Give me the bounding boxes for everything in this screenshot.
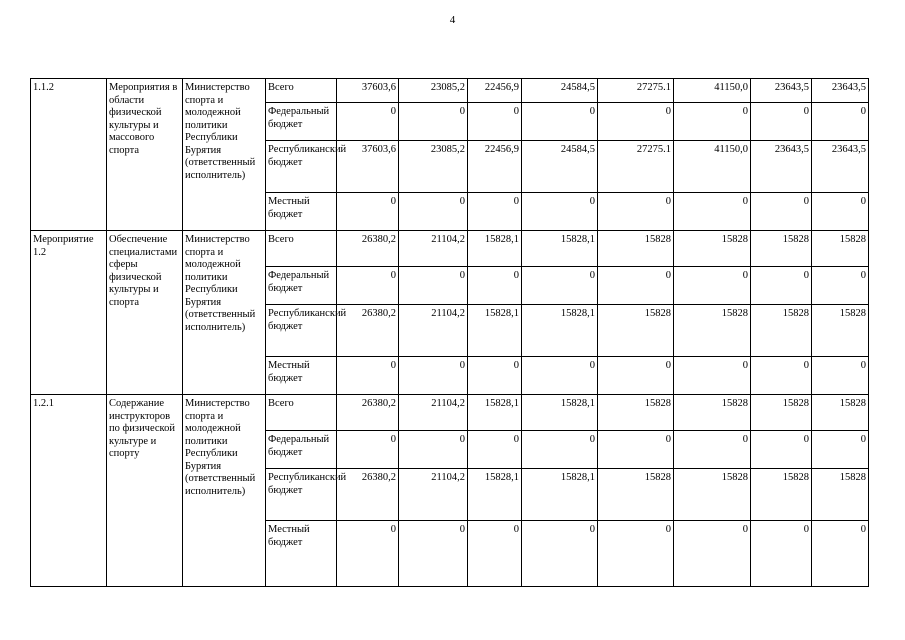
amount-cell: 15828 [598,231,674,267]
amount-cell: 23643,5 [812,141,869,193]
amount-cell: 27275.1 [598,141,674,193]
amount-cell: 23643,5 [812,79,869,103]
funding-source-cell: Республиканский бюджет [266,469,337,521]
amount-cell: 26380,2 [337,231,399,267]
amount-cell: 0 [399,357,468,395]
amount-cell: 0 [751,193,812,231]
amount-cell: 0 [522,267,598,305]
amount-cell: 0 [751,267,812,305]
amount-cell: 15828 [598,395,674,431]
amount-cell: 37603,6 [337,141,399,193]
amount-cell: 15828 [598,469,674,521]
amount-cell: 21104,2 [399,305,468,357]
funding-source-cell: Всего [266,231,337,267]
funding-source-cell: Федеральный бюджет [266,267,337,305]
executor-cell: Министерство спорта и молодежной политики Республики Бурятия (ответственный исполнитель) [183,395,266,587]
amount-cell: 15828 [751,231,812,267]
amount-cell: 0 [812,193,869,231]
amount-cell: 0 [399,521,468,587]
amount-cell: 15828,1 [522,305,598,357]
amount-cell: 0 [598,193,674,231]
amount-cell: 15828,1 [522,469,598,521]
amount-cell: 26380,2 [337,395,399,431]
table-row [31,395,869,431]
amount-cell: 0 [468,431,522,469]
funding-source-cell: Федеральный бюджет [266,103,337,141]
measure-name-cell: Мероприятия в области физической культуры и массового спорта [107,79,183,231]
amount-cell: 0 [522,103,598,141]
table-row [31,231,869,267]
amount-cell: 0 [468,193,522,231]
amount-cell: 15828 [674,395,751,431]
amount-cell: 15828,1 [468,469,522,521]
amount-cell: 0 [812,357,869,395]
amount-cell: 15828 [674,305,751,357]
amount-cell: 0 [522,193,598,231]
amount-cell: 0 [751,103,812,141]
amount-cell: 24584,5 [522,79,598,103]
amount-cell: 22456,9 [468,79,522,103]
amount-cell: 15828 [812,231,869,267]
amount-cell: 0 [598,267,674,305]
amount-cell: 23085,2 [399,141,468,193]
amount-cell: 0 [598,103,674,141]
amount-cell: 27275.1 [598,79,674,103]
amount-cell: 24584,5 [522,141,598,193]
amount-cell: 23643,5 [751,79,812,103]
amount-cell: 21104,2 [399,469,468,521]
amount-cell: 0 [522,521,598,587]
amount-cell: 26380,2 [337,469,399,521]
amount-cell: 0 [812,103,869,141]
amount-cell: 15828 [598,305,674,357]
amount-cell: 0 [751,431,812,469]
amount-cell: 0 [399,431,468,469]
amount-cell: 15828,1 [468,231,522,267]
amount-cell: 21104,2 [399,395,468,431]
amount-cell: 23643,5 [751,141,812,193]
amount-cell: 0 [674,431,751,469]
amount-cell: 0 [674,193,751,231]
amount-cell: 0 [337,103,399,141]
amount-cell: 15828 [812,395,869,431]
amount-cell: 0 [468,521,522,587]
amount-cell: 0 [337,521,399,587]
amount-cell: 15828 [674,469,751,521]
funding-source-cell: Всего [266,395,337,431]
amount-cell: 22456,9 [468,141,522,193]
amount-cell: 0 [468,103,522,141]
funding-source-cell: Федеральный бюджет [266,431,337,469]
amount-cell: 0 [812,521,869,587]
funding-source-cell: Республиканский бюджет [266,141,337,193]
executor-cell: Министерство спорта и молодежной политики Республики Бурятия (ответственный исполнитель) [183,79,266,231]
amount-cell: 37603,6 [337,79,399,103]
amount-cell: 0 [751,357,812,395]
amount-cell: 0 [674,521,751,587]
amount-cell: 0 [337,267,399,305]
amount-cell: 15828,1 [468,395,522,431]
funding-source-cell: Местный бюджет [266,521,337,587]
amount-cell: 0 [598,431,674,469]
measure-name-cell: Обеспечение специалистами сферы физической культуры и спорта [107,231,183,395]
amount-cell: 0 [337,431,399,469]
amount-cell: 0 [522,357,598,395]
funding-source-cell: Местный бюджет [266,357,337,395]
funding-source-cell: Республиканский бюджет [266,305,337,357]
amount-cell: 0 [674,357,751,395]
measure-code-cell: 1.2.1 [31,395,107,587]
amount-cell: 0 [674,267,751,305]
amount-cell: 21104,2 [399,231,468,267]
funding-table [30,78,869,587]
amount-cell: 0 [399,267,468,305]
funding-source-cell: Местный бюджет [266,193,337,231]
executor-cell: Министерство спорта и молодежной политики Республики Бурятия (ответственный исполнитель) [183,231,266,395]
amount-cell: 0 [522,431,598,469]
funding-source-cell: Всего [266,79,337,103]
amount-cell: 15828 [812,469,869,521]
amount-cell: 0 [399,103,468,141]
table-row [31,79,869,103]
amount-cell: 15828 [751,395,812,431]
amount-cell: 15828,1 [522,231,598,267]
measure-code-cell: Мероприятие 1.2 [31,231,107,395]
amount-cell: 41150,0 [674,141,751,193]
amount-cell: 15828,1 [522,395,598,431]
amount-cell: 26380,2 [337,305,399,357]
amount-cell: 0 [751,521,812,587]
amount-cell: 41150,0 [674,79,751,103]
amount-cell: 15828 [751,469,812,521]
table-body [31,79,869,587]
amount-cell: 15828 [751,305,812,357]
measure-name-cell: Содержание инструкторов по физической культуре и спорту [107,395,183,587]
amount-cell: 0 [399,193,468,231]
amount-cell: 0 [812,431,869,469]
page-number: 4 [449,14,456,26]
amount-cell: 0 [598,357,674,395]
amount-cell: 0 [337,357,399,395]
amount-cell: 0 [468,267,522,305]
amount-cell: 0 [598,521,674,587]
amount-cell: 15828 [812,305,869,357]
amount-cell: 15828 [674,231,751,267]
amount-cell: 15828,1 [468,305,522,357]
amount-cell: 0 [674,103,751,141]
measure-code-cell: 1.1.2 [31,79,107,231]
amount-cell: 23085,2 [399,79,468,103]
amount-cell: 0 [468,357,522,395]
amount-cell: 0 [812,267,869,305]
amount-cell: 0 [337,193,399,231]
